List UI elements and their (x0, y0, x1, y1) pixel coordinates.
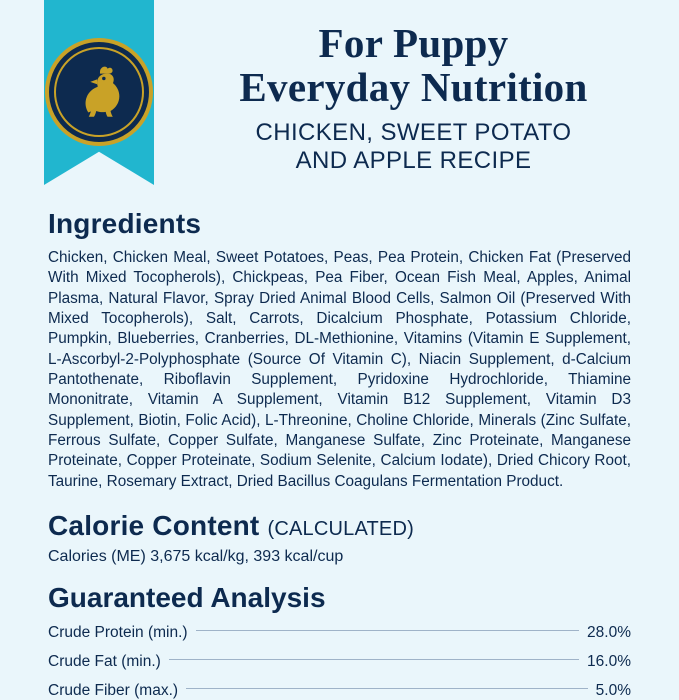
page-subtitle-line-1: CHICKEN, SWEET POTATO (255, 118, 572, 146)
page-subtitle-line-2: AND APPLE RECIPE (295, 146, 532, 174)
leader-line (186, 687, 588, 689)
calorie-content-body: Calories (ME) 3,675 kcal/kg, 393 kcal/cup (48, 548, 344, 566)
ga-label: Crude Fat (min.) (48, 652, 161, 670)
chicken-medallion (45, 38, 153, 146)
page-title-line-1: For Puppy (318, 20, 509, 66)
calorie-content-heading-main: Calorie Content (48, 510, 260, 542)
content (0, 208, 679, 700)
page-subtitle (170, 119, 657, 175)
title-block (170, 22, 657, 174)
ingredients-heading: Ingredients (48, 208, 202, 239)
calorie-content-heading (48, 510, 631, 542)
leader-line (196, 629, 580, 631)
chicken-icon (68, 61, 130, 123)
ga-value: 16.0% (587, 652, 631, 670)
page-title (170, 22, 657, 110)
guaranteed-analysis-heading: Guaranteed Analysis (48, 581, 326, 613)
table-row (48, 624, 631, 642)
ingredients-body: Chicken, Chicken Meal, Sweet Potatoes, Peas, Pea Protein, Chicken Fat (Preserved With Mixed Tocopherols), Chickpeas, Pea Fiber, Ocean Fish Meal, Apples, Animal Plasma, Natural Flavor, Spray Dried Animal Blood Cells, Salmon Oil (Preserved With Mixed Tocopherols), Salt, Carrots, Dicalcium Phosphate, Potassium Chloride, Pumpkin, Blueberries, Cranberries, DL-Methionine, Vitamins (Vitamin E Supplement, L-Ascorbyl-2-Polyphosphate (Source Of Vitamin C), Niacin Supplement, d-Calcium Pantothenate, Riboflavin Supplement, Pyridoxine Hydrochloride, Thiamine Mononitrate, Vitamin A Supplement, Vitamin B12 Supplement, Vitamin D3 Supplement, Biotin, Folic Acid), L-Threonine, Choline Chloride, Minerals (Zinc Sulfate, Ferrous Sulfate, Copper Sulfate, Manganese Sulfate, Zinc Proteinate, Manganese Proteinate, Copper Proteinate, Sodium Selenite, Calcium Iodate), Dried Chicory Root, Taurine, Rosemary Extract, Dried Bacillus Coagulans Fermentation Product. (48, 249, 631, 490)
page-title-line-2: Everyday Nutrition (239, 63, 588, 110)
table-row (48, 653, 631, 671)
calorie-content-heading-note: (CALCULATED) (267, 518, 414, 541)
ga-label: Crude Fiber (max.) (48, 681, 179, 699)
table-row (48, 682, 631, 700)
ga-label: Crude Protein (min.) (48, 623, 188, 641)
ga-value: 5.0% (595, 681, 631, 699)
leader-line (169, 658, 579, 660)
ga-value: 28.0% (587, 623, 631, 641)
header (0, 0, 679, 200)
